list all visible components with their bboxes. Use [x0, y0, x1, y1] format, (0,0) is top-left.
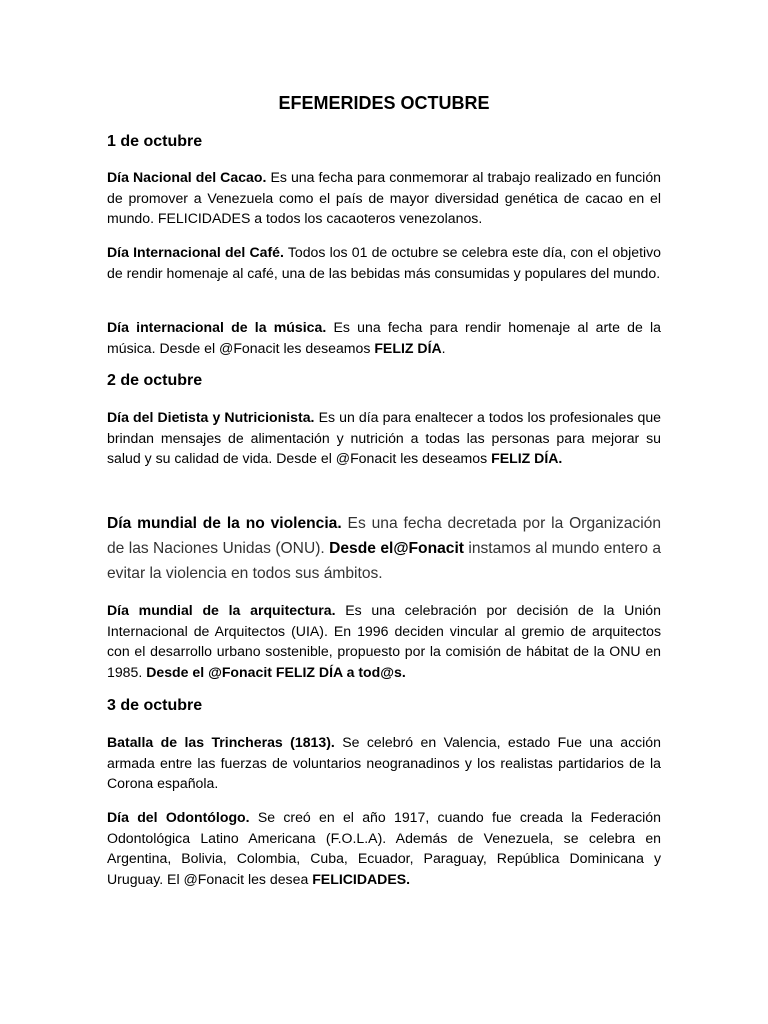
entry-arquitectura: [107, 600, 661, 682]
entry-lead: Día mundial de la no violencia.: [107, 515, 342, 532]
entry-text: Es un día para enaltecer a todos los profesionales que brindan mensajes de alimentación y nutrición a todas las personas para mejorar su salud y su calidad de vida. Desde el @Fonacit les deseamos: [107, 409, 661, 466]
entry-lead: Día mundial de la arquitectura.: [107, 602, 336, 618]
entry-tail: instamos al mundo entero a evitar la violencia en todos sus ámbitos.: [107, 540, 662, 582]
entry-lead: Día del Odontólogo.: [107, 809, 250, 825]
entry-lead: Día Internacional del Café.: [107, 244, 284, 260]
entry-no-violencia: [107, 511, 661, 586]
section-heading-oct-2: 2 de octubre: [107, 372, 203, 389]
entry-text: Es una fecha decretada por la Organización de las Naciones Unidas (ONU).: [107, 515, 661, 557]
entry-strong: FELICIDADES.: [312, 870, 411, 887]
entry-lead: Día internacional de la música.: [107, 319, 327, 335]
entry-cacao: [107, 167, 661, 229]
entry-text: Se celebró en Valencia, estado Fue una acción armada entre las fuerzas de voluntarios neogranadinos y los realistas partidarios de la Corona española.: [107, 734, 661, 791]
section-heading-oct-1: 1 de octubre: [107, 133, 203, 150]
entry-lead: Día Nacional del Cacao.: [107, 169, 267, 185]
entry-text: Es una fecha para conmemorar al trabajo realizado en función de promover a Venezuela como el país de mayor diversidad genética de cacao en el mundo. FELICIDADES a todos los cacaoteros venezolanos.: [107, 169, 661, 226]
document-title: EFEMERIDES OCTUBRE: [278, 93, 490, 113]
entry-odontologo: [107, 807, 661, 889]
entry-text: Es una celebración por decisión de la Unión Internacional de Arquitectos (UIA). En 1996 deciden vincular al gremio de arquitectos con el desarrollo urbano sostenible, propuesto por la comisión de hábitat de la ONU en 1985.: [107, 602, 661, 680]
entry-text: Se creó en el año 1917, cuando fue creada la Federación Odontológica Latino Americana (F.O.L.A). Además de Venezuela, se celebra en Argentina, Bolivia, Colombia, Cuba, Ecuador, Paraguay, República Dominicana y Uruguay. El @Fonacit les desea: [107, 809, 661, 887]
entry-strong: Desde el@Fonacit: [329, 540, 464, 557]
entry-strong: FELIZ DÍA.: [491, 450, 563, 466]
entry-lead: Batalla de las Trincheras (1813).: [107, 734, 335, 750]
entry-strong: Desde el @Fonacit FELIZ DÍA a tod@s.: [146, 663, 406, 680]
entry-strong: FELIZ DÍA: [374, 339, 442, 356]
entry-dietista: [107, 407, 661, 469]
entry-text: Todos los 01 de octubre se celebra este día, con el objetivo de rendir homenaje al café, una de las bebidas más consumidas y populares del mundo.: [107, 244, 661, 281]
section-heading-oct-3: 3 de octubre: [107, 697, 203, 714]
entry-cafe: [107, 242, 661, 283]
entry-lead: Día del Dietista y Nutricionista.: [107, 409, 315, 425]
entry-musica: [107, 317, 661, 358]
entry-text: Es una fecha para rendir homenaje al arte de la música. Desde el @Fonacit les deseamos: [107, 319, 662, 356]
entry-trincheras: [107, 732, 661, 794]
entry-tail: .: [441, 339, 446, 356]
